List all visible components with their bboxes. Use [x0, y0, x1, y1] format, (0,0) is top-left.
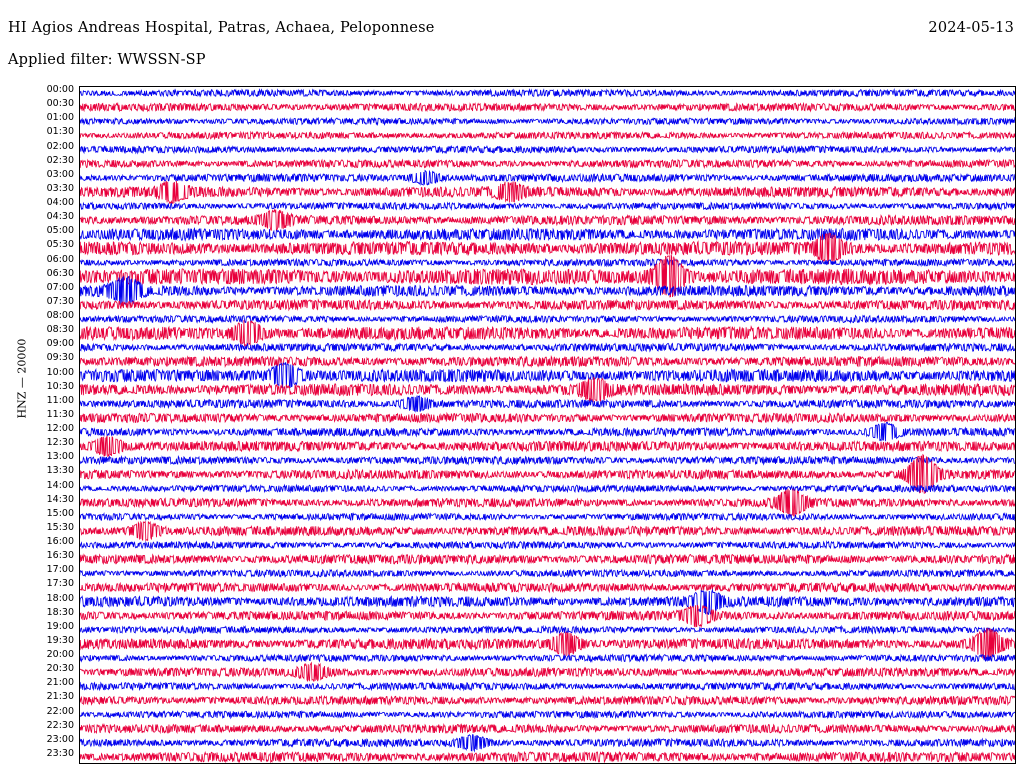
time-tick-label: 18:30	[46, 606, 74, 618]
time-tick-label: 06:30	[46, 267, 74, 279]
time-tick-label: 07:30	[46, 295, 74, 307]
chart-header	[0, 0, 1024, 78]
time-tick-label: 20:30	[46, 663, 74, 675]
time-tick-label: 13:00	[46, 451, 74, 463]
time-tick-label: 01:00	[46, 112, 74, 124]
time-tick-label: 05:30	[46, 239, 74, 251]
seismogram-plot	[79, 86, 1016, 764]
applied-filter-label: Applied filter: WWSSN-SP	[8, 52, 206, 68]
page-title: HI Agios Andreas Hospital, Patras, Achaea, Peloponnese	[8, 20, 435, 36]
time-tick-label: 01:30	[46, 126, 74, 138]
time-tick-label: 08:30	[46, 324, 74, 336]
time-tick-label: 13:30	[46, 465, 74, 477]
time-tick-label: 22:30	[46, 719, 74, 731]
time-tick-label: 08:00	[46, 310, 74, 322]
time-tick-label: 23:30	[46, 747, 74, 759]
time-tick-label: 17:30	[46, 578, 74, 590]
time-tick-label: 05:00	[46, 225, 74, 237]
time-tick-label: 21:00	[46, 677, 74, 689]
time-tick-label: 18:00	[46, 592, 74, 604]
time-tick-label: 03:00	[46, 168, 74, 180]
plot-frame	[79, 86, 1016, 764]
time-tick-label: 10:00	[46, 366, 74, 378]
time-tick-label: 04:00	[46, 197, 74, 209]
time-tick-label: 15:00	[46, 507, 74, 519]
time-tick-label: 03:30	[46, 182, 74, 194]
time-tick-label: 22:00	[46, 705, 74, 717]
time-tick-label: 14:30	[46, 493, 74, 505]
time-tick-label: 15:30	[46, 521, 74, 533]
time-tick-label: 20:00	[46, 649, 74, 661]
time-tick-label: 19:30	[46, 634, 74, 646]
time-tick-label: 14:00	[46, 479, 74, 491]
time-tick-label: 07:00	[46, 281, 74, 293]
time-tick-label: 00:00	[46, 84, 74, 96]
record-date: 2024-05-13	[928, 20, 1014, 36]
time-tick-label: 00:30	[46, 98, 74, 110]
time-tick-label: 23:00	[46, 733, 74, 745]
time-tick-label: 02:00	[46, 140, 74, 152]
time-tick-labels	[0, 86, 78, 764]
time-tick-label: 21:30	[46, 691, 74, 703]
time-tick-label: 10:30	[46, 380, 74, 392]
time-tick-label: 19:00	[46, 620, 74, 632]
time-tick-label: 04:30	[46, 211, 74, 223]
time-tick-label: 09:30	[46, 352, 74, 364]
time-tick-label: 12:00	[46, 423, 74, 435]
time-tick-label: 06:00	[46, 253, 74, 265]
time-tick-label: 12:30	[46, 437, 74, 449]
time-tick-label: 11:30	[46, 408, 74, 420]
time-tick-label: 16:30	[46, 550, 74, 562]
time-tick-label: 02:30	[46, 154, 74, 166]
time-tick-label: 09:00	[46, 338, 74, 350]
y-axis-label: HNZ — 20000	[15, 338, 29, 419]
time-tick-label: 16:00	[46, 536, 74, 548]
time-tick-label: 11:00	[46, 394, 74, 406]
time-tick-label: 17:00	[46, 564, 74, 576]
